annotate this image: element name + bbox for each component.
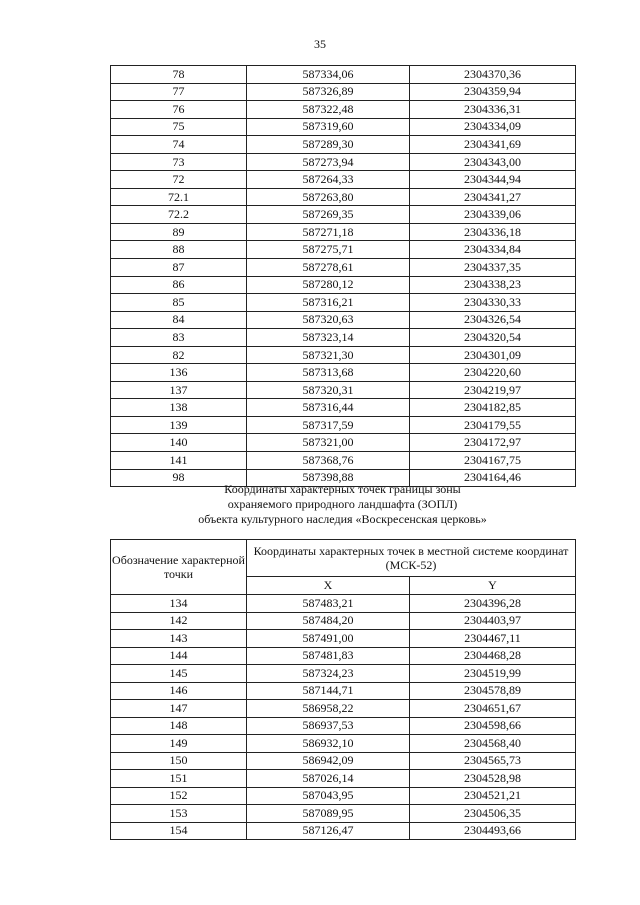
x-coordinate-cell: 587043,95 — [247, 787, 410, 805]
point-number-cell: 141 — [111, 452, 247, 470]
table-row — [111, 276, 576, 294]
header-row — [111, 540, 576, 577]
coordinates-table-continued — [110, 65, 576, 487]
y-coordinate-cell: 2304578,89 — [410, 682, 576, 700]
point-number-cell: 86 — [111, 276, 247, 294]
x-coordinate-cell: 587289,30 — [247, 136, 410, 154]
point-number-cell: 145 — [111, 665, 247, 683]
table-row — [111, 241, 576, 259]
caption-line: охраняемого природного ландшафта (ЗОПЛ) — [227, 497, 458, 511]
x-coordinate-cell: 587324,23 — [247, 665, 410, 683]
caption-line: Координаты характерных точек границы зоны — [224, 482, 461, 496]
point-number-cell: 72.2 — [111, 206, 247, 224]
point-number-cell: 142 — [111, 612, 247, 630]
point-number-cell: 72.1 — [111, 188, 247, 206]
x-coordinate-cell: 587320,31 — [247, 381, 410, 399]
y-coordinate-cell: 2304519,99 — [410, 665, 576, 683]
x-coordinate-cell: 587273,94 — [247, 153, 410, 171]
x-coordinate-cell: 587317,59 — [247, 416, 410, 434]
x-coordinate-cell: 586932,10 — [247, 735, 410, 753]
table-row — [111, 171, 576, 189]
point-number-cell: 88 — [111, 241, 247, 259]
point-number-cell: 151 — [111, 770, 247, 788]
point-number-cell: 140 — [111, 434, 247, 452]
page-number: 35 — [314, 37, 326, 51]
point-number-cell: 136 — [111, 364, 247, 382]
table-row — [111, 329, 576, 347]
x-coordinate-cell: 586942,09 — [247, 752, 410, 770]
point-number-cell: 147 — [111, 700, 247, 718]
table-row — [111, 822, 576, 840]
x-coordinate-cell: 587323,14 — [247, 329, 410, 347]
x-coordinate-cell: 587481,83 — [247, 647, 410, 665]
x-coordinate-cell: 587126,47 — [247, 822, 410, 840]
caption-line: объекта культурного наследия «Воскресенская церковь» — [198, 512, 487, 526]
x-coordinate-cell: 587269,35 — [247, 206, 410, 224]
y-coordinate-cell: 2304167,75 — [410, 452, 576, 470]
table-row — [111, 647, 576, 665]
y-coordinate-cell: 2304467,11 — [410, 630, 576, 648]
y-coordinate-cell: 2304651,67 — [410, 700, 576, 718]
x-coordinate-cell: 586958,22 — [247, 700, 410, 718]
point-number-cell: 89 — [111, 223, 247, 241]
x-coordinate-cell: 587275,71 — [247, 241, 410, 259]
coordinates-table-body — [111, 66, 576, 487]
table-row — [111, 787, 576, 805]
y-coordinate-cell: 2304506,35 — [410, 805, 576, 823]
table-row — [111, 612, 576, 630]
table-row — [111, 381, 576, 399]
header-coordinates-system: Координаты характерных точек в местной системе координат (МСК-52) — [247, 540, 576, 577]
zone-caption — [110, 482, 575, 527]
x-coordinate-cell: 587334,06 — [247, 66, 410, 84]
zopl-table-body — [111, 595, 576, 840]
y-coordinate-cell: 2304172,97 — [410, 434, 576, 452]
y-coordinate-cell: 2304521,21 — [410, 787, 576, 805]
point-number-cell: 82 — [111, 346, 247, 364]
table-row — [111, 682, 576, 700]
table-row — [111, 311, 576, 329]
table-row — [111, 153, 576, 171]
point-number-cell: 144 — [111, 647, 247, 665]
point-number-cell: 74 — [111, 136, 247, 154]
point-number-cell: 153 — [111, 805, 247, 823]
x-coordinate-cell: 587320,63 — [247, 311, 410, 329]
header-point-designation: Обозначение характерной точки — [111, 540, 247, 595]
table-row — [111, 223, 576, 241]
x-coordinate-cell: 587321,30 — [247, 346, 410, 364]
point-number-cell: 76 — [111, 101, 247, 119]
point-number-cell: 98 — [111, 469, 247, 487]
table-row — [111, 101, 576, 119]
table-row — [111, 259, 576, 277]
table-row — [111, 595, 576, 613]
point-number-cell: 152 — [111, 787, 247, 805]
point-number-cell: 137 — [111, 381, 247, 399]
y-coordinate-cell: 2304341,27 — [410, 188, 576, 206]
x-coordinate-cell: 586937,53 — [247, 717, 410, 735]
x-coordinate-cell: 587398,88 — [247, 469, 410, 487]
point-number-cell: 73 — [111, 153, 247, 171]
table-row — [111, 346, 576, 364]
x-coordinate-cell: 587313,68 — [247, 364, 410, 382]
table-row — [111, 434, 576, 452]
table-row — [111, 83, 576, 101]
x-coordinate-cell: 587026,14 — [247, 770, 410, 788]
y-coordinate-cell: 2304343,00 — [410, 153, 576, 171]
table-row — [111, 188, 576, 206]
table-row — [111, 399, 576, 417]
x-coordinate-cell: 587483,21 — [247, 595, 410, 613]
point-number-cell: 84 — [111, 311, 247, 329]
x-coordinate-cell: 587316,44 — [247, 399, 410, 417]
table-row — [111, 752, 576, 770]
header-x: X — [247, 577, 410, 595]
y-coordinate-cell: 2304344,94 — [410, 171, 576, 189]
x-coordinate-cell: 587271,18 — [247, 223, 410, 241]
zopl-coordinates-table — [110, 539, 576, 840]
point-number-cell: 138 — [111, 399, 247, 417]
y-coordinate-cell: 2304493,66 — [410, 822, 576, 840]
y-coordinate-cell: 2304179,55 — [410, 416, 576, 434]
x-coordinate-cell: 587491,00 — [247, 630, 410, 648]
x-coordinate-cell: 587089,95 — [247, 805, 410, 823]
y-coordinate-cell: 2304568,40 — [410, 735, 576, 753]
y-coordinate-cell: 2304565,73 — [410, 752, 576, 770]
point-number-cell: 85 — [111, 294, 247, 312]
table-row — [111, 665, 576, 683]
x-coordinate-cell: 587264,33 — [247, 171, 410, 189]
x-coordinate-cell: 587144,71 — [247, 682, 410, 700]
y-coordinate-cell: 2304320,54 — [410, 329, 576, 347]
table-row — [111, 416, 576, 434]
point-number-cell: 148 — [111, 717, 247, 735]
table-row — [111, 364, 576, 382]
y-coordinate-cell: 2304182,85 — [410, 399, 576, 417]
table-row — [111, 206, 576, 224]
y-coordinate-cell: 2304330,33 — [410, 294, 576, 312]
y-coordinate-cell: 2304334,09 — [410, 118, 576, 136]
point-number-cell: 154 — [111, 822, 247, 840]
x-coordinate-cell: 587316,21 — [247, 294, 410, 312]
point-number-cell: 139 — [111, 416, 247, 434]
y-coordinate-cell: 2304220,60 — [410, 364, 576, 382]
y-coordinate-cell: 2304468,28 — [410, 647, 576, 665]
x-coordinate-cell: 587321,00 — [247, 434, 410, 452]
x-coordinate-cell: 587319,60 — [247, 118, 410, 136]
y-coordinate-cell: 2304341,69 — [410, 136, 576, 154]
x-coordinate-cell: 587484,20 — [247, 612, 410, 630]
y-coordinate-cell: 2304336,18 — [410, 223, 576, 241]
point-number-cell: 146 — [111, 682, 247, 700]
y-coordinate-cell: 2304598,66 — [410, 717, 576, 735]
table-row — [111, 735, 576, 753]
x-coordinate-cell: 587278,61 — [247, 259, 410, 277]
x-coordinate-cell: 587322,48 — [247, 101, 410, 119]
table-row — [111, 805, 576, 823]
table-row — [111, 294, 576, 312]
point-number-cell: 83 — [111, 329, 247, 347]
table-row — [111, 717, 576, 735]
table-row — [111, 66, 576, 84]
y-coordinate-cell: 2304219,97 — [410, 381, 576, 399]
table-row — [111, 118, 576, 136]
point-number-cell: 87 — [111, 259, 247, 277]
y-coordinate-cell: 2304396,28 — [410, 595, 576, 613]
point-number-cell: 150 — [111, 752, 247, 770]
header-y: Y — [410, 577, 576, 595]
y-coordinate-cell: 2304359,94 — [410, 83, 576, 101]
table-row — [111, 630, 576, 648]
point-number-cell: 134 — [111, 595, 247, 613]
point-number-cell: 143 — [111, 630, 247, 648]
x-coordinate-cell: 587326,89 — [247, 83, 410, 101]
point-number-cell: 78 — [111, 66, 247, 84]
y-coordinate-cell: 2304370,36 — [410, 66, 576, 84]
point-number-cell: 77 — [111, 83, 247, 101]
y-coordinate-cell: 2304334,84 — [410, 241, 576, 259]
table-row — [111, 452, 576, 470]
table-row — [111, 136, 576, 154]
y-coordinate-cell: 2304301,09 — [410, 346, 576, 364]
y-coordinate-cell: 2304164,46 — [410, 469, 576, 487]
table-row — [111, 770, 576, 788]
table-header — [111, 540, 576, 595]
table-row — [111, 700, 576, 718]
y-coordinate-cell: 2304403,97 — [410, 612, 576, 630]
point-number-cell: 149 — [111, 735, 247, 753]
point-number-cell: 75 — [111, 118, 247, 136]
x-coordinate-cell: 587280,12 — [247, 276, 410, 294]
y-coordinate-cell: 2304326,54 — [410, 311, 576, 329]
x-coordinate-cell: 587263,80 — [247, 188, 410, 206]
x-coordinate-cell: 587368,76 — [247, 452, 410, 470]
y-coordinate-cell: 2304339,06 — [410, 206, 576, 224]
y-coordinate-cell: 2304528,98 — [410, 770, 576, 788]
y-coordinate-cell: 2304337,35 — [410, 259, 576, 277]
point-number-cell: 72 — [111, 171, 247, 189]
y-coordinate-cell: 2304336,31 — [410, 101, 576, 119]
y-coordinate-cell: 2304338,23 — [410, 276, 576, 294]
